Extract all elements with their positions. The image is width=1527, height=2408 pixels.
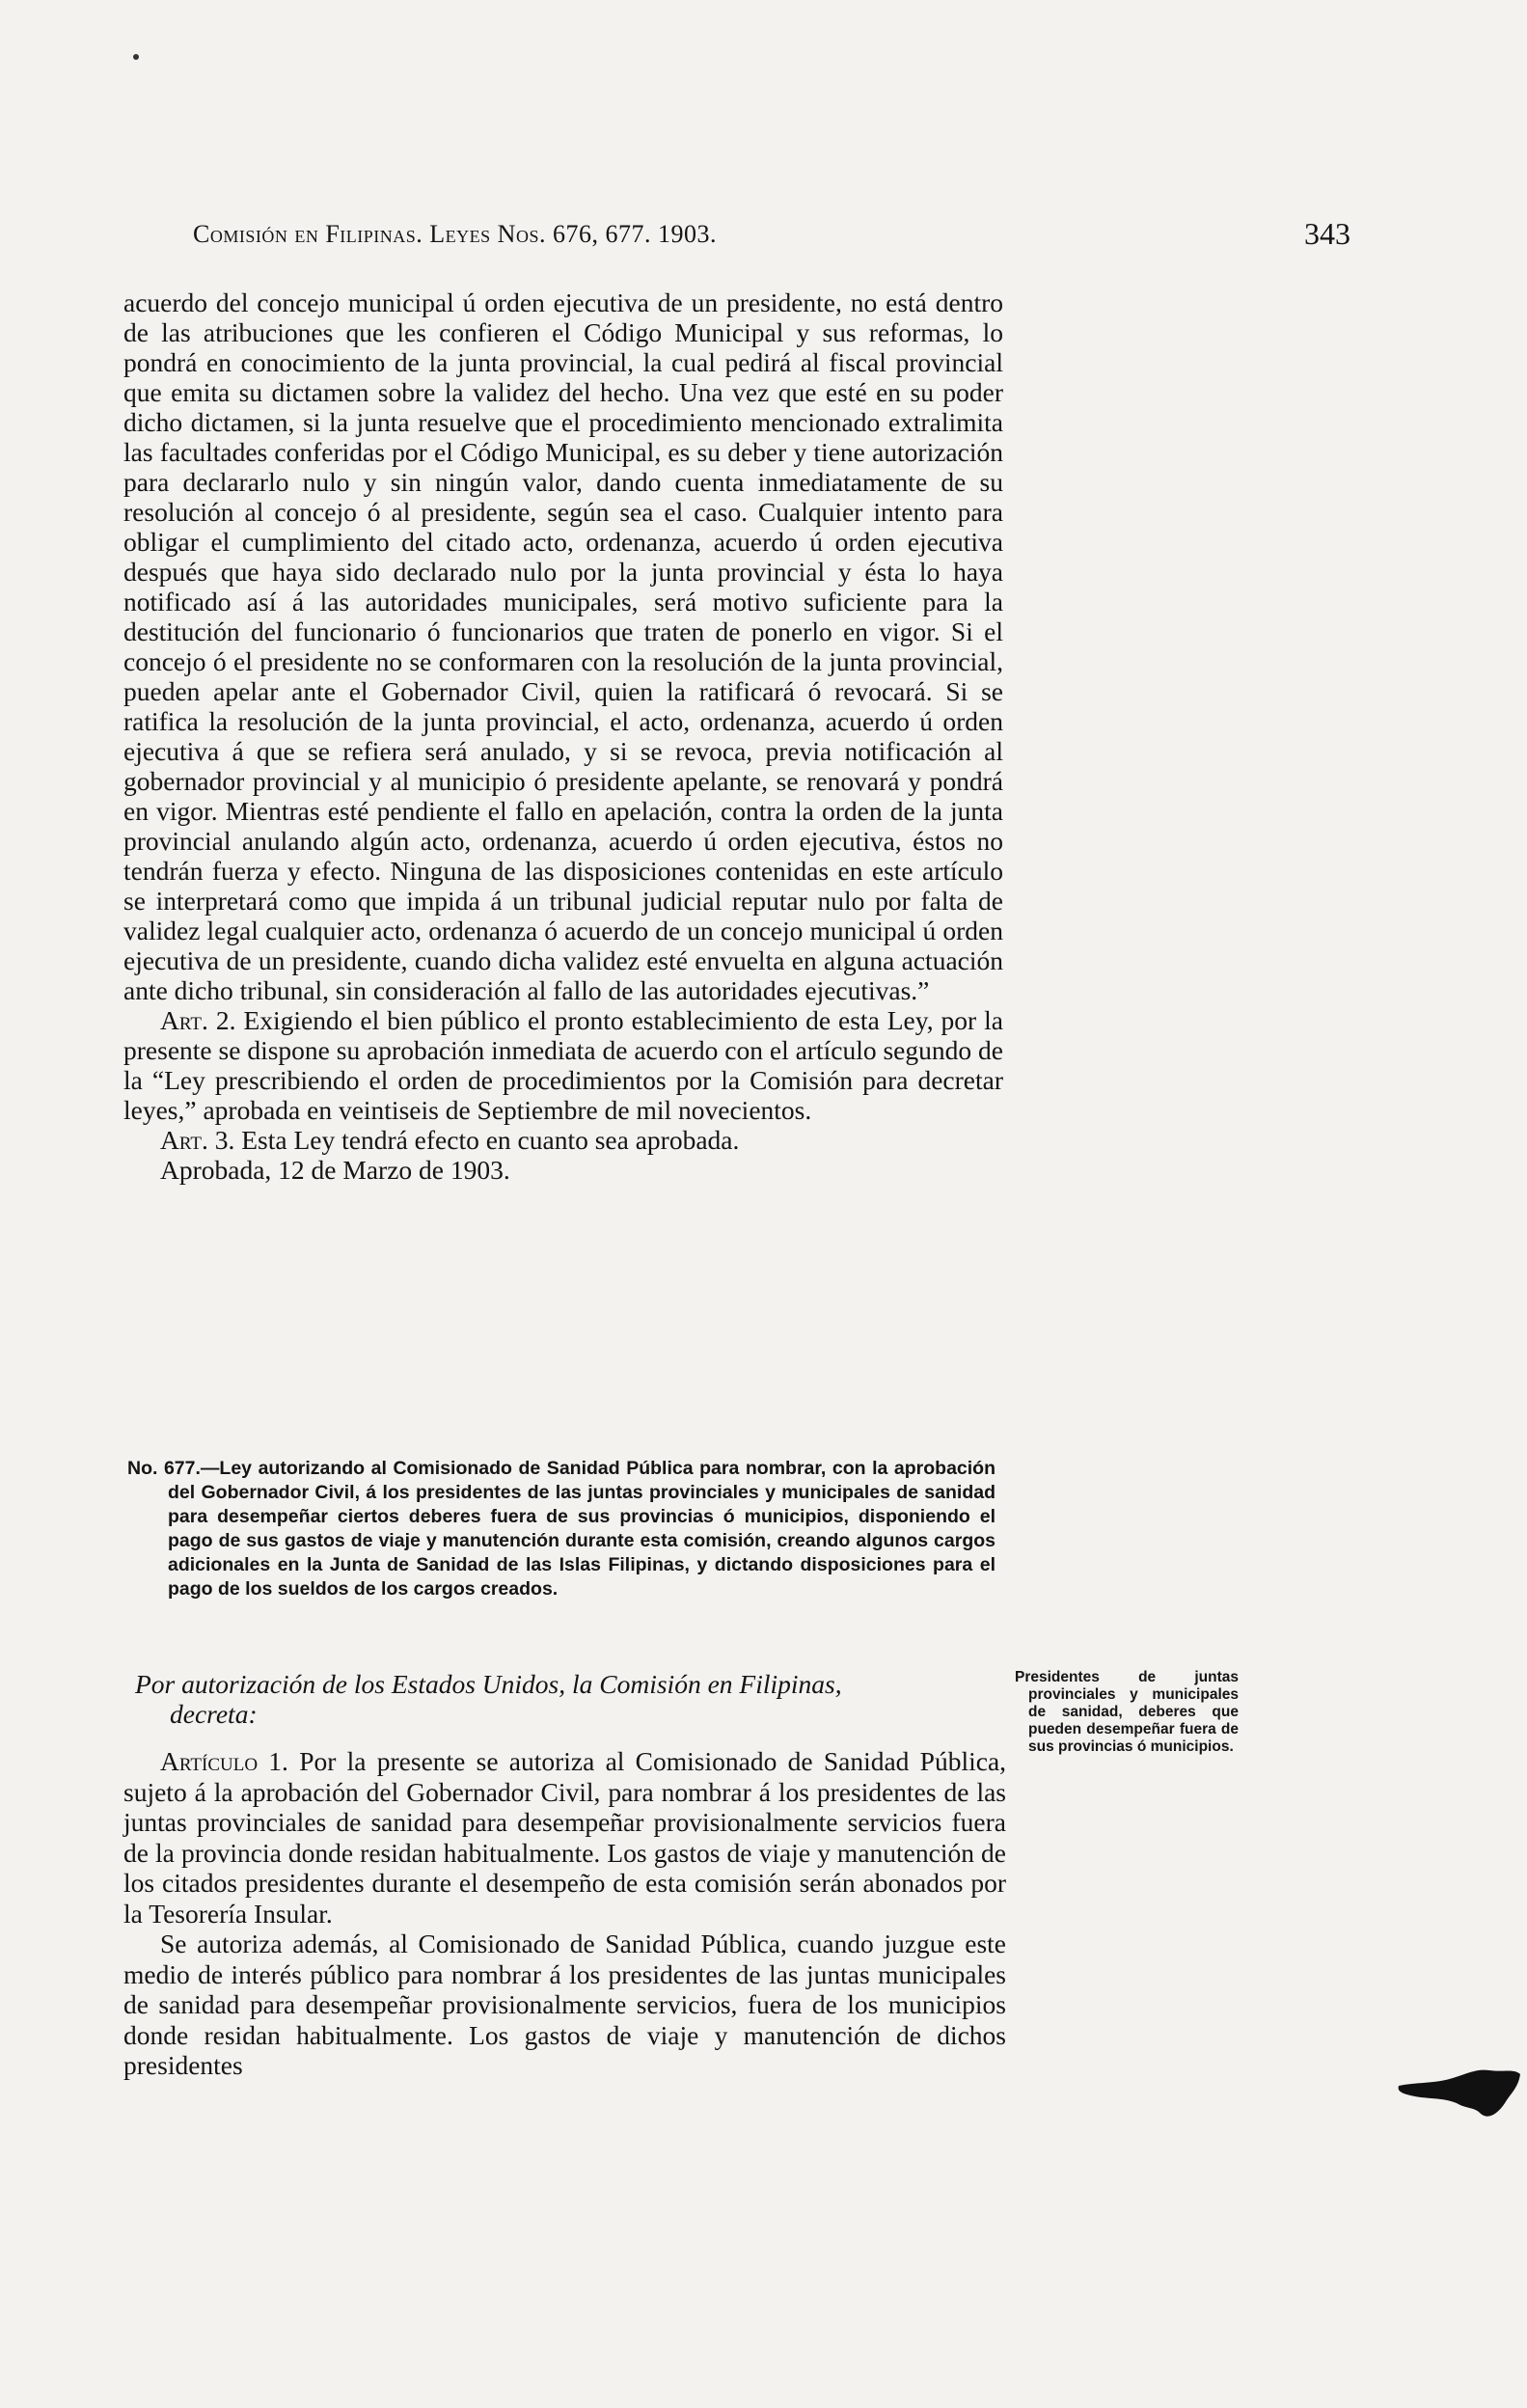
article-text: Esta Ley tendrá efecto en cuanto sea aprobada. xyxy=(241,1125,740,1155)
article-label: Art. 2. xyxy=(160,1005,236,1035)
margin-note xyxy=(1015,1669,1239,1756)
approval-date: Aprobada, 12 de Marzo de 1903. xyxy=(160,1155,510,1185)
ink-blot xyxy=(1397,2065,1522,2122)
paragraph: Se autoriza además, al Comisionado de Sanidad Pública, cuando juzgue este medio de interés público para nombrar á los presidentes de las juntas municipales de sanidad para desempeñar provisionalmente servicios, fuera de los municipios donde residan habitualmente. Los gastos de viaje y manutención de dichos presidentes xyxy=(123,1929,1006,2080)
law-677-summary xyxy=(127,1457,995,1601)
header-title: Comisión en Filipinas. Leyes Nos. 676, 677. 1903. xyxy=(193,220,717,248)
article-label: Art. 3. xyxy=(160,1125,235,1155)
article-label: Artículo 1. xyxy=(160,1746,288,1776)
enacting-clause xyxy=(135,1669,1003,1729)
enacting-line: Por autorización de los Estados Unidos, la Comisión en Filipinas, xyxy=(135,1669,842,1699)
article-text: Por la presente se autoriza al Comisionado de Sanidad Pública, sujeto á la aprobación del Gobernador Civil, para nombrar á los presidentes de las juntas provinciales de sanidad para desempeñar provisionalmente servicios fuera de la provincia donde residan habitualmente. Los gastos de viaje y manutención de los citados presidentes durante el desempeño de esta comisión serán abonados por la Tesorería Insular. xyxy=(123,1746,1007,1929)
enacting-line: decreta: xyxy=(170,1699,258,1729)
page-number: 343 xyxy=(1304,216,1350,251)
ink-speck xyxy=(133,54,139,60)
law-title: No. 677.—Ley autorizando al Comisionado de Sanidad Pública para nombrar, con la aprobación del Gobernador Civil, á los presidentes de las juntas provinciales y municipales de sanidad para desempeñar ciertos deberes fuera de sus provincias ó municipios, disponiendo el pago de sus gastos de viaje y manutención durante esta comisión, creando algunos cargos adicionales en la Junta de Sanidad de las Islas Filipinas, y dictando disposiciones para el pago de los sueldos de los cargos creados. xyxy=(127,1458,995,1600)
article-3 xyxy=(123,1125,1003,1155)
margin-note-text: Presidentes de juntas provinciales y municipales de sanidad, deberes que pueden desempeñar fuera de sus provincias ó municipios. xyxy=(1015,1669,1239,1755)
law-677-body xyxy=(123,1746,1006,2081)
law-676-continuation xyxy=(123,287,1003,1185)
article-1 xyxy=(123,1746,1006,1929)
article-2 xyxy=(123,1005,1003,1125)
article-text: Exigiendo el bien público el pronto establecimiento de esta Ley, por la presente se dispone su aprobación inmediata de acuerdo con el artículo segundo de la “Ley prescribiendo el orden de procedimientos por la Comisión para decretar leyes,” aprobada en veintiseis de Septiembre de mil novecientos. xyxy=(123,1005,1004,1125)
paragraph: acuerdo del concejo municipal ú orden ejecutiva de un presidente, no está dentro de las atribuciones que les confieren el Código Municipal y sus reformas, lo pondrá en conocimiento de la junta provincial, la cual pedirá al fiscal provincial que emita su dictamen sobre la validez del hecho. Una vez que esté en su poder dicho dictamen, si la junta resuelve que el procedimiento mencionado extralimita las facultades conferidas por el Código Municipal, es su deber y tiene autorización para declararlo nulo y sin ningún valor, dando cuenta inmediatamente de su resolución al concejo ó al presidente, según sea el caso. Cualquier intento para obligar el cumplimiento del citado acto, ordenanza, acuerdo ú orden ejecutiva después que haya sido declarado nulo por la junta provincial y ésta lo haya notificado así á las autoridades municipales, será motivo suficiente para la destitución del funcionario ó funcionarios que traten de ponerlo en vigor. Si el concejo ó el presidente no se conformaren con la resolución de la junta provincial, pueden apelar ante el Gobernador Civil, quien la ratificará ó revocará. Si se ratifica la resolución de la junta provincial, el acto, ordenanza, acuerdo ú orden ejecutiva á que se refiera será anulado, y si se revoca, previa notificación al gobernador provincial y al municipio ó presidente apelante, se renovará y pondrá en vigor. Mientras esté pendiente el fallo en apelación, contra la orden de la junta provincial anulando algún acto, ordenanza, acuerdo ú orden ejecutiva, éstos no tendrán fuerza y efecto. Ninguna de las disposiciones contenidas en este artículo se interpretará como que impida á un tribunal judicial reputar nulo por falta de validez legal cualquier acto, ordenanza ó acuerdo de un concejo municipal ú orden ejecutiva de un presidente, cuando dicha validez esté envuelta en alguna actuación ante dicho tribunal, sin consideración al fallo de las autoridades ejecutivas.” xyxy=(123,287,1003,1005)
running-header xyxy=(193,216,1350,259)
